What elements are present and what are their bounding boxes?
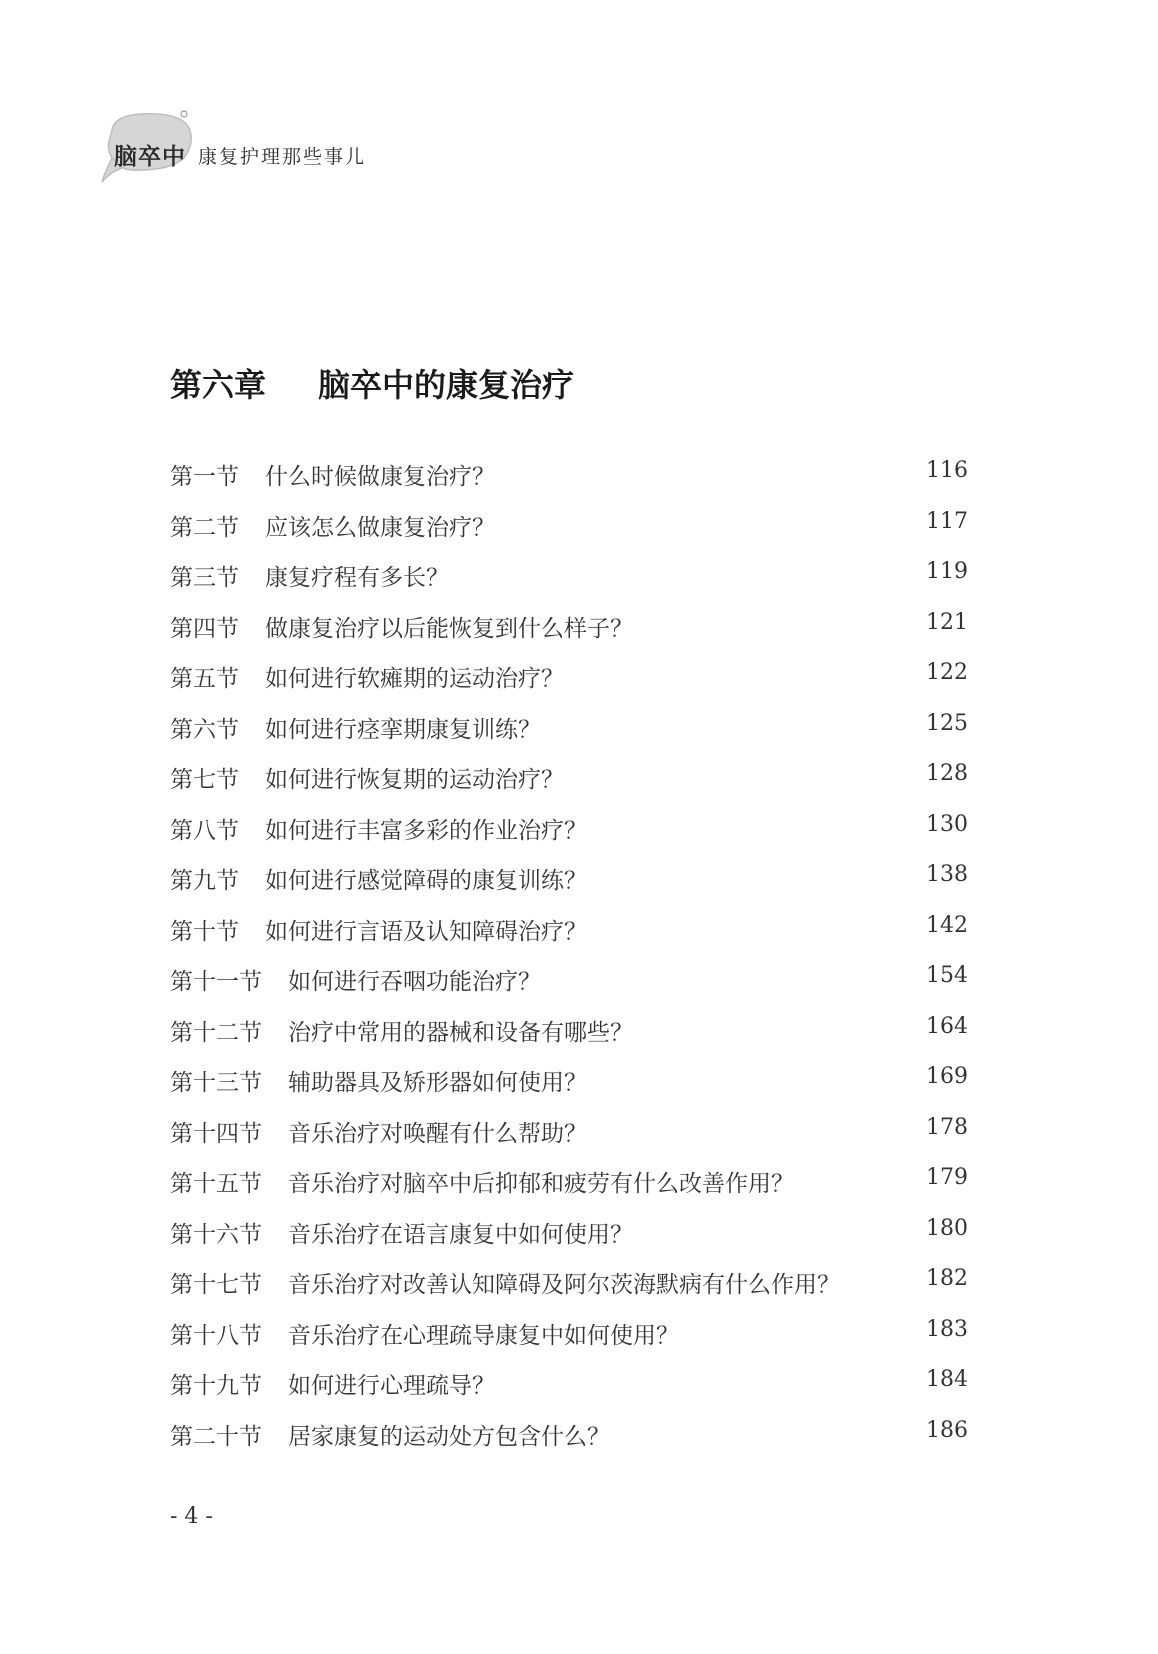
toc-section-number: 第二十节 — [170, 1423, 262, 1450]
toc-page-number: 138 — [926, 862, 968, 887]
toc-section-number: 第十四节 — [170, 1120, 262, 1147]
running-header — [100, 108, 520, 188]
toc-entry-title: 居家康复的运动处方包含什么？ — [288, 1423, 610, 1450]
toc-entry — [170, 1367, 968, 1418]
toc-entry — [170, 1317, 968, 1368]
toc-entry-title: 什么时候做康复治疗？ — [265, 464, 495, 490]
toc-section-number: 第十七节 — [170, 1272, 262, 1298]
toc-entry — [170, 1014, 968, 1065]
toc-section-number: 第四节 — [170, 615, 239, 642]
toc-page-number: 169 — [926, 1064, 968, 1089]
toc-entry-title: 做康复治疗以后能恢复到什么样子？ — [265, 615, 633, 642]
toc-section-number: 第五节 — [170, 666, 239, 692]
toc-section-number: 第十一节 — [170, 969, 262, 995]
toc-page-number: 179 — [926, 1165, 968, 1190]
toc-entry — [170, 1266, 968, 1317]
toc-page-number: 119 — [926, 559, 968, 584]
toc-section-number: 第二节 — [170, 514, 239, 541]
toc-page-number: 184 — [926, 1367, 968, 1392]
toc-entry — [170, 1165, 968, 1216]
toc-page-number: 183 — [926, 1316, 968, 1342]
toc-section-number: 第十五节 — [170, 1171, 262, 1197]
toc-entry — [170, 458, 968, 509]
toc-page-number: 121 — [926, 609, 968, 635]
toc-section-number: 第十三节 — [170, 1070, 262, 1096]
chapter-number: 第六章 — [170, 366, 267, 404]
toc-entry-title: 如何进行吞咽功能治疗？ — [288, 969, 541, 995]
toc-entry-title: 音乐治疗对改善认知障碍及阿尔茨海默病有什么作用？ — [288, 1272, 840, 1298]
toc-entry — [170, 1216, 968, 1267]
toc-section-number: 第十九节 — [170, 1373, 262, 1399]
toc-page-number: 180 — [926, 1215, 968, 1241]
toc-entry — [170, 509, 968, 560]
toc-section-number: 第六节 — [170, 716, 239, 743]
chapter-heading — [170, 360, 574, 406]
toc-section-number: 第十八节 — [170, 1322, 262, 1349]
toc-entry-title: 如何进行感觉障碍的康复训练？ — [265, 868, 587, 894]
page-number: - 4 - — [170, 1504, 213, 1529]
toc-page-number: 182 — [926, 1266, 968, 1291]
toc-entry-title: 音乐治疗对唤醒有什么帮助？ — [288, 1120, 587, 1147]
toc-section-number: 第八节 — [170, 817, 239, 844]
toc-entry — [170, 711, 968, 762]
toc-page-number: 122 — [926, 660, 968, 685]
toc-entry-title: 治疗中常用的器械和设备有哪些？ — [288, 1019, 633, 1046]
toc-page-number: 117 — [926, 508, 968, 534]
toc-page-number: 186 — [926, 1417, 968, 1443]
toc-entry — [170, 913, 968, 964]
toc-entry-title: 如何进行恢复期的运动治疗？ — [265, 767, 564, 793]
toc-section-number: 第一节 — [170, 464, 239, 490]
toc-entry-title: 如何进行丰富多彩的作业治疗？ — [265, 817, 587, 844]
toc-entry — [170, 1064, 968, 1115]
toc-section-number: 第十六节 — [170, 1221, 262, 1248]
toc-entry-title: 如何进行心理疏导？ — [288, 1373, 495, 1399]
toc-entry-title: 辅助器具及矫形器如何使用？ — [288, 1070, 587, 1096]
toc-entry-title: 应该怎么做康复治疗？ — [265, 514, 495, 541]
toc-page-number: 128 — [926, 761, 968, 786]
table-of-contents — [170, 458, 968, 1468]
toc-entry-title: 音乐治疗在心理疏导康复中如何使用？ — [288, 1322, 679, 1349]
toc-entry — [170, 812, 968, 863]
toc-section-number: 第九节 — [170, 868, 239, 894]
toc-page-number: 142 — [926, 912, 968, 938]
toc-page-number: 154 — [926, 963, 968, 988]
toc-section-number: 第十节 — [170, 918, 239, 945]
toc-entry-title: 康复疗程有多长？ — [265, 565, 449, 591]
book-logo-text: 脑卒中 — [114, 144, 186, 170]
toc-section-number: 第十二节 — [170, 1019, 262, 1046]
toc-page-number: 164 — [926, 1013, 968, 1039]
toc-page-number: 178 — [926, 1114, 968, 1140]
toc-entry — [170, 1115, 968, 1166]
toc-entry — [170, 963, 968, 1014]
toc-entry — [170, 1418, 968, 1469]
toc-section-number: 第三节 — [170, 565, 239, 591]
toc-entry-title: 如何进行痉挛期康复训练？ — [265, 716, 541, 743]
toc-entry — [170, 862, 968, 913]
book-title-text: 康复护理那些事儿 — [198, 146, 367, 168]
toc-entry — [170, 660, 968, 711]
toc-page-number: 116 — [926, 458, 968, 483]
toc-entry — [170, 559, 968, 610]
toc-section-number: 第七节 — [170, 767, 239, 793]
toc-entry-title: 音乐治疗对脑卒中后抑郁和疲劳有什么改善作用？ — [288, 1171, 794, 1197]
toc-entry-title: 音乐治疗在语言康复中如何使用？ — [288, 1221, 633, 1248]
toc-page-number: 125 — [926, 710, 968, 736]
toc-page-number: 130 — [926, 811, 968, 837]
chapter-title: 脑卒中的康复治疗 — [318, 366, 575, 404]
toc-entry-title: 如何进行软瘫期的运动治疗？ — [265, 666, 564, 692]
toc-entry-title: 如何进行言语及认知障碍治疗？ — [265, 918, 587, 945]
toc-entry — [170, 761, 968, 812]
toc-entry — [170, 610, 968, 661]
